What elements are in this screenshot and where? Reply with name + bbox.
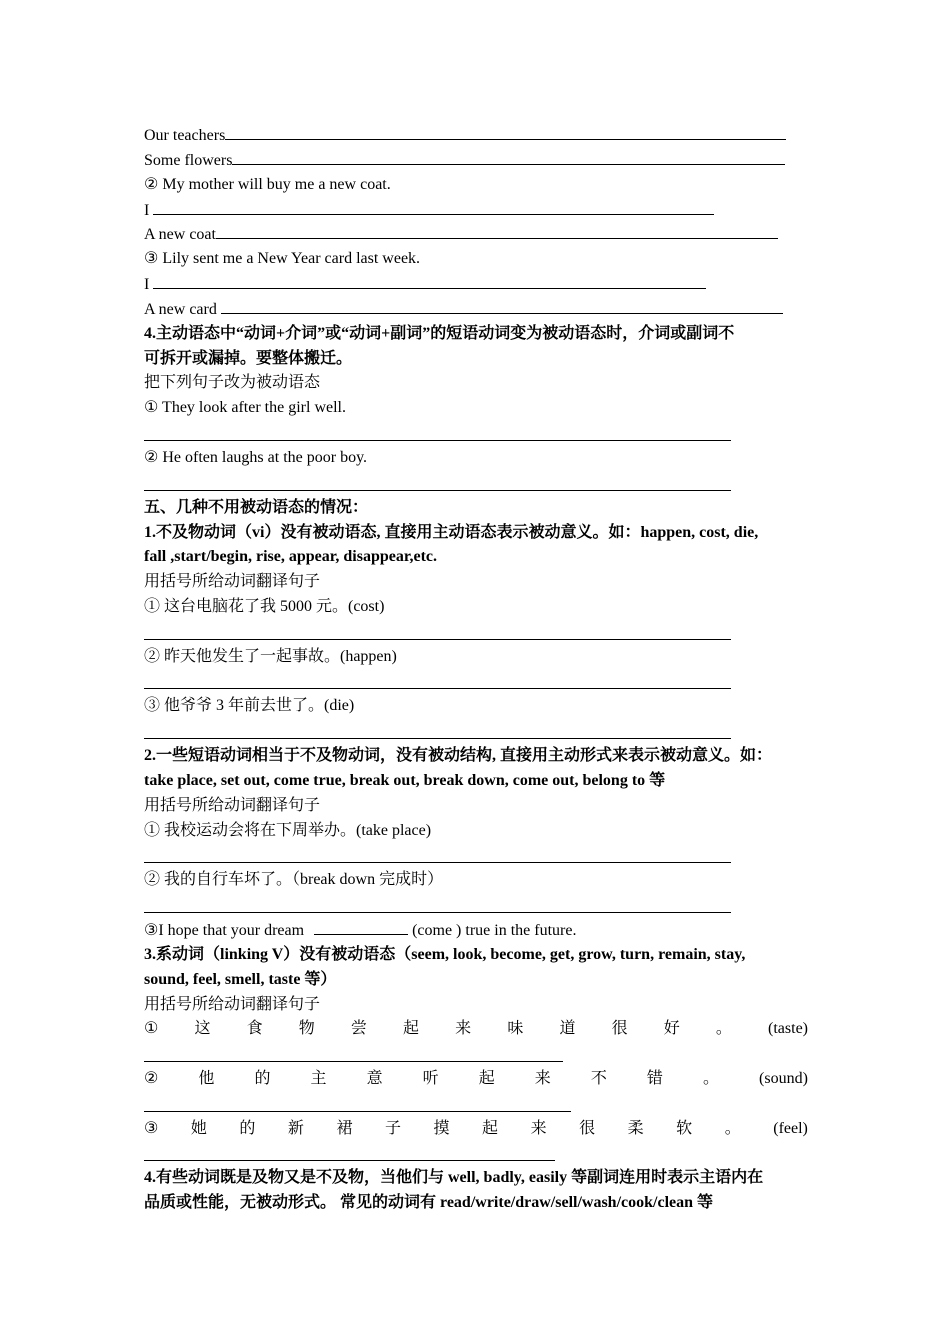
- sentence-char: 食: [246, 1020, 263, 1038]
- sentence-char: 新: [287, 1119, 304, 1137]
- instruction: 用括号所给动词翻译句子: [144, 573, 321, 591]
- sentence-prefix: I: [144, 276, 154, 294]
- exercise-item-spread: [144, 1117, 808, 1142]
- answer-rule: [144, 440, 731, 441]
- answer-line[interactable]: [144, 843, 808, 868]
- exercise-item: ① 我校运动会将在下周举办。(take place): [144, 821, 432, 839]
- answer-rule: [144, 490, 731, 491]
- sentence-char: 错: [646, 1070, 663, 1088]
- sentence-char: 子: [384, 1119, 401, 1137]
- sentence-char: 的: [254, 1070, 271, 1088]
- rule-heading: sound, feel, smell, taste 等）: [144, 970, 337, 988]
- answer-blank[interactable]: [216, 222, 778, 239]
- answer-line[interactable]: [144, 1142, 808, 1167]
- rule-heading: 可拆开或漏掉。要整体搬迁。: [144, 349, 353, 367]
- answer-line[interactable]: [144, 1042, 808, 1067]
- rule-heading: 3.系动词（linking V）没有被动语态（seem, look, become, get, grow, turn, remain, stay,: [144, 945, 746, 963]
- sentence-char: ③: [144, 1119, 159, 1137]
- sentence-char: (sound): [759, 1070, 808, 1088]
- sentence-char: 起: [478, 1070, 495, 1088]
- sentence-prefix: Our teachers: [144, 127, 226, 144]
- answer-line[interactable]: [144, 670, 808, 695]
- exercise-item: ② 昨天他发生了一起事故。(happen): [144, 647, 397, 665]
- sentence-char: 他: [198, 1070, 215, 1088]
- sentence-char: 物: [298, 1020, 315, 1038]
- sentence-char: 很: [579, 1119, 596, 1137]
- answer-rule: [144, 1160, 555, 1161]
- exercise-item: ② 我的自行车坏了。（break down 完成时）: [144, 871, 444, 889]
- sentence-char: 尝: [350, 1020, 367, 1038]
- answer-rule: [144, 738, 731, 739]
- sentence-char: ①: [144, 1020, 159, 1038]
- sentence-prefix: A new card: [144, 300, 221, 318]
- exercise-line: [144, 297, 808, 322]
- sentence-prefix: I: [144, 201, 154, 219]
- answer-line[interactable]: [144, 719, 808, 744]
- worksheet-page: [144, 123, 808, 1216]
- sentence-char: 道: [559, 1020, 576, 1038]
- exercise-item-spread: [144, 1017, 808, 1042]
- rule-heading: fall ,start/begin, rise, appear, disappear,etc.: [144, 548, 438, 566]
- sentence-char: 来: [530, 1119, 547, 1137]
- answer-blank[interactable]: [153, 198, 714, 215]
- answer-line[interactable]: [144, 421, 808, 446]
- exercise-line: [144, 148, 808, 173]
- instruction: 用括号所给动词翻译句子: [144, 796, 321, 814]
- sentence-char: 不: [590, 1070, 607, 1088]
- answer-line[interactable]: [144, 893, 808, 918]
- section-title: 五、几种不用被动语态的情况：: [144, 498, 369, 516]
- sentence-char: 。: [715, 1020, 732, 1038]
- sentence-char: 来: [534, 1070, 551, 1088]
- sentence-char: 意: [366, 1070, 383, 1088]
- rule-heading: take place, set out, come true, break out, break down, come out, belong to 等: [144, 771, 666, 789]
- instruction: 用括号所给动词翻译句子: [144, 995, 321, 1013]
- sentence-char: 裙: [336, 1119, 353, 1137]
- exercise-item: ② He often laughs at the poor boy.: [144, 448, 368, 466]
- answer-rule: [144, 1111, 571, 1112]
- sentence-char: 主: [310, 1070, 327, 1088]
- exercise-item: ③ 他爷爷 3 年前去世了。(die): [144, 697, 355, 715]
- sentence-char: 软: [676, 1119, 693, 1137]
- sentence-char: 这: [194, 1020, 211, 1038]
- sentence-char: 好: [663, 1020, 680, 1038]
- sentence-char: 她: [190, 1119, 207, 1137]
- exercise-item: ① They look after the girl well.: [144, 399, 346, 417]
- sentence-char: 起: [403, 1020, 420, 1038]
- sentence-char: ②: [144, 1070, 159, 1088]
- sentence-prefix: A new coat: [144, 226, 216, 244]
- sentence-char: 味: [507, 1020, 524, 1038]
- answer-blank[interactable]: [221, 297, 783, 314]
- sentence-char: 摸: [433, 1119, 450, 1137]
- exercise-item: ① 这台电脑花了我 5000 元。(cost): [144, 598, 385, 616]
- answer-line[interactable]: [144, 1092, 808, 1117]
- answer-rule: [144, 688, 731, 689]
- exercise-item: ③ Lily sent me a New Year card last week.: [144, 250, 421, 268]
- sentence-char: 的: [239, 1119, 256, 1137]
- answer-rule: [144, 1061, 563, 1062]
- sentence-char: 。: [724, 1119, 741, 1137]
- sentence-prefix: ③I hope that your dream: [144, 922, 305, 939]
- exercise-item-spread: [144, 1067, 808, 1092]
- rule-heading: 1.不及物动词（vi）没有被动语态, 直接用主动语态表示被动意义。如：happen, cost, die,: [144, 523, 759, 541]
- answer-rule: [144, 639, 731, 640]
- answer-blank[interactable]: [314, 918, 408, 935]
- exercise-line: [144, 918, 808, 943]
- answer-rule: [144, 862, 731, 863]
- sentence-char: 。: [702, 1070, 719, 1088]
- exercise-line: [144, 123, 808, 148]
- answer-rule: [144, 912, 731, 913]
- sentence-suffix: (come ) true in the future.: [408, 922, 577, 939]
- exercise-line: [144, 272, 808, 297]
- sentence-char: 柔: [627, 1119, 644, 1137]
- rule-heading: 2.一些短语动词相当于不及物动词，没有被动结构, 直接用主动形式来表示被动意义。如：: [144, 747, 773, 765]
- sentence-prefix: Some flowers: [144, 151, 233, 169]
- sentence-char: (feel): [773, 1119, 808, 1137]
- exercise-item: ② My mother will buy me a new coat.: [144, 175, 391, 193]
- sentence-char: (taste): [768, 1020, 808, 1038]
- answer-blank[interactable]: [225, 123, 786, 140]
- answer-blank[interactable]: [153, 272, 706, 289]
- sentence-char: 来: [455, 1020, 472, 1038]
- sentence-char: 很: [611, 1020, 628, 1038]
- answer-line[interactable]: [144, 471, 808, 496]
- rule-heading: 4.主动语态中“动词+介词”或“动词+副词”的短语动词变为被动语态时，介词或副词不: [144, 324, 735, 342]
- rule-heading: 品质或性能，无被动形式。 常见的动词有 read/write/draw/sell/wash/cook/clean 等: [144, 1194, 714, 1212]
- exercise-line: [144, 198, 808, 223]
- exercise-line: [144, 222, 808, 247]
- sentence-char: 听: [422, 1070, 439, 1088]
- rule-heading: 4.有些动词既是及物又是不及物，当他们与 well, badly, easily 等副词连用时表示主语内在: [144, 1169, 764, 1187]
- answer-line[interactable]: [144, 620, 808, 645]
- instruction: 把下列句子改为被动语态: [144, 374, 321, 392]
- sentence-char: 起: [482, 1119, 499, 1137]
- answer-blank[interactable]: [232, 148, 785, 165]
